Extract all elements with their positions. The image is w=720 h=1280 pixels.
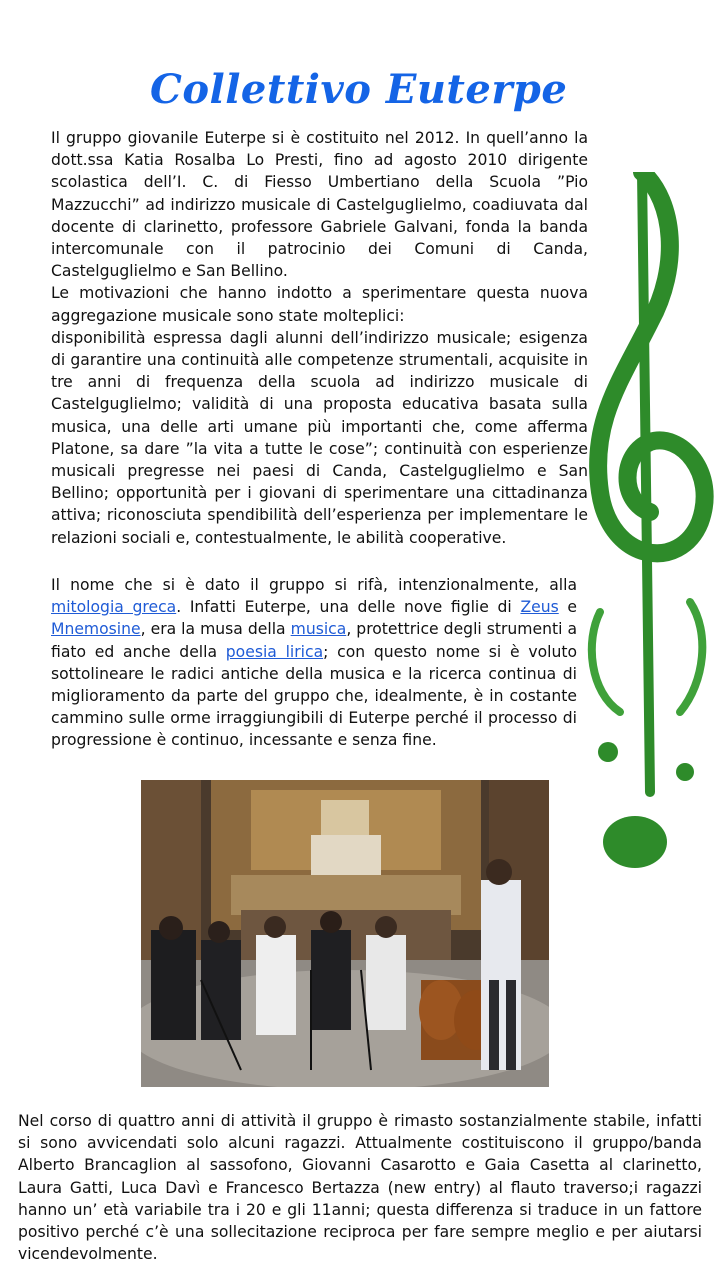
text-segment: , era la musa della [140,620,291,639]
link-mitologia-greca[interactable]: mitologia greca [51,598,177,617]
text-segment: e [558,598,577,617]
motivations-text: Le motivazioni che hanno indotto a sperimentare questa nuova aggregazione musicale sono state molteplici: [51,284,588,325]
link-poesia-lirica[interactable]: poesia lirica [225,642,324,661]
founding-text: Il gruppo giovanile Euterpe si è costituito nel 2012. In quell’anno la dott.ssa Katia Rosalba Lo Presti, fino ad agosto 2010 dirigente scolastica dell’I. C. di Fiesso Umbertiano della Scuola ”Pio Mazzucchi” ad indirizzo musicale di Castelguglielmo, coadiuvata dal docente di clarinetto, professore Gabriele Galvani, fonda la banda intercomunale con il patrocinio dei Comuni di Canda, Castelguglielmo e San Bellino. [51,129,588,281]
link-zeus[interactable]: Zeus [520,598,559,617]
band-photo-illustration [141,780,549,1087]
page-title: Collettivo Euterpe [150,66,568,113]
text-segment: . Infatti Euterpe, una delle nove figlie di [176,598,521,617]
intro-paragraph [51,127,588,549]
text-segment: Il nome che si è dato il gruppo si rifà, intenzionalmente, alla [51,576,577,594]
text-segment: , protettrice degli strumenti a fiato ed anche della [51,620,578,661]
text-segment: ; con questo nome si è voluto sottolineare le radici antiche della musica e la ricerca continua di miglioramento da parte del gruppo che, idealmente, è in costante cammino sulle orme irraggiungibili di Euterpe perché il processo di progressione è continuo, incessante e senza fine. [51,642,577,750]
link-mnemosine[interactable]: Mnemosine [51,620,141,639]
name-origin-paragraph [51,574,577,752]
motivations-list-text: disponibilità espressa dagli alunni dell’indirizzo musicale; esigenza di garantire una continuità alle competenze strumentali, acquisite in tre anni di frequenza della scuola ad indirizzo musicale di Castelguglielmo; validità di una proposta educativa basata sulla musica, una delle arti umane più importanti che, come afferma Platone, sa dare ”la vita a tutte le cose”; continuità con esperienze musicali pregresse nei paesi di Canda, Castelguglielmo e San Bellino; opportunità per i giovani di sperimentare una cittadinanza attiva; riconosciuta spendibilità dell’esperienza per implementare le relazioni sociali e, contestualmente, le abilità cooperative. [51,328,588,547]
treble-clef-decoration [580,172,720,892]
members-paragraph: Nel corso di quattro anni di attività il gruppo è rimasto sostanzialmente stabile, infatti si sono avvicendati solo alcuni ragazzi. Attualmente costituiscono il gruppo/banda Alberto Brancaglion al sassofono, Giovanni Casarotto e Gaia Casetta al clarinetto, Laura Gatti, Luca Davì e Francesco Bertazza (new entry) al flauto traverso;i ragazzi hanno un’ età variabile tra i 20 e gli 11anni; questa differenza si traduce in un fattore positivo perché c’è una sollecitazione reciproca per fare sempre meglio e per aiutarsi vicendevolmente. [18,1112,702,1264]
band-photo [141,780,549,1087]
link-musica[interactable]: musica [290,620,347,639]
